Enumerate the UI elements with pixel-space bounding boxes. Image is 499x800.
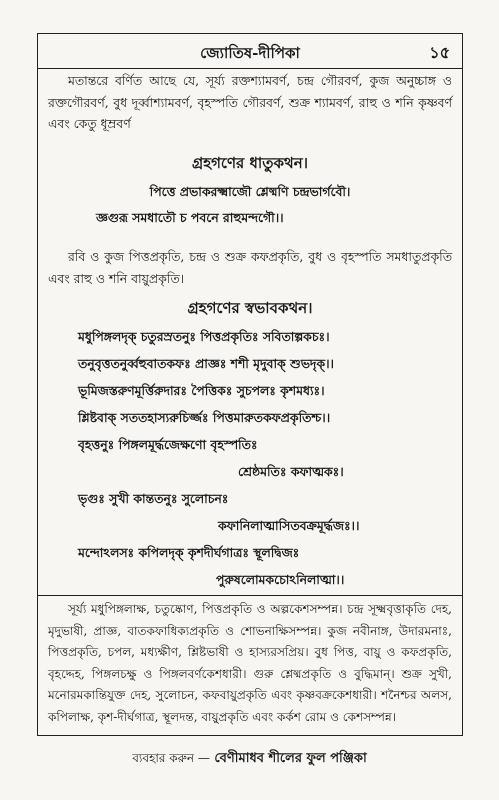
intro-paragraph: মতান্তরে বর্ণিত আছে যে, সূর্য্য রক্তশ্যামবর্ণ, চন্দ্র গৌরবর্ণ, কুজ অনুচ্চাঙ্গ ও রক্তগৌরবর্ণ, বুধ দূর্ব্বাশ্যামবর্ণ, বৃহস্পতি গৌরবর্ণ, শুক্র শ্যামবর্ণ, রাহু ও শনি কৃষ্ণবর্ণ এবং কেতু ধূম্রবর্ণ — [48, 73, 452, 131]
page-frame — [37, 33, 463, 736]
verse-line: শ্রেষ্ঠমতিঃ কফাত্মকঃ। — [238, 464, 344, 479]
verse-line: পুরুষলোমকচোঽনিলাত্মা।। — [216, 572, 345, 587]
running-title: জ্যোতিষ-দীপিকা — [200, 44, 300, 62]
verse-line: মন্দোঽলসঃ কপিলদৃক্ কৃশদীর্ঘগাত্রঃ স্থূলদ্বিজঃ — [78, 545, 300, 560]
footer-brand: বেণীমাধব শীলের ফুল পঞ্জিকা — [214, 751, 367, 766]
header-rule — [38, 68, 462, 69]
verse-line: বৃহত্তনুঃ পিঙ্গলমূর্দ্ধজেক্ষণো বৃহস্পতিঃ — [78, 437, 258, 452]
closing-paragraph: সূর্য্য মধুপিঙ্গলাক্ষ, চতুষ্কোণ, পিত্তপ্রকৃতি ও অল্পকেশসম্পন্ন। চন্দ্র সূক্ষ্মবৃত্তাকৃতি দেহ, মৃদুভাষী, প্রাজ্ঞ, বাতকফাধিক্যপ্রকৃতি ও শোভনাক্ষিসম্পন্ন। কুজ নবীনাঙ্গ, উদারমনাঃ, পিত্তপ্রকৃতি, চপল, মধ্যক্ষীণ, শ্লিষ্টভাষী ও হাস্যরসপ্রিয়। বুধ পিত্ত, বায়ু ও কফপ্রকৃতি, বৃহদ্দেহ, পিঙ্গলচক্ষু ও পিঙ্গলবর্ণকেশধারী। গুরু শ্লেষ্মপ্রকৃতি ও বুদ্ধিমান্। শুক্র সুখী, মনোরমকান্তিযুক্ত দেহ, সুলোচন, কফবায়ুপ্রকৃতি এবং কৃষ্ণবক্রকেশধারী। শনৈশ্চর অলস, কপিলাক্ষ, কৃশ-দীর্ঘগাত্র, স্থূলদন্ত, বায়ুপ্রকৃতি এবং কর্কশ রোম ও কেশসম্পন্ন। — [48, 602, 452, 724]
section-heading-dhatu: গ্রহগণের ধাতুকথন। — [191, 154, 309, 172]
verse-line: তনুবৃত্ততনুর্ব্বহুবাতকফঃ প্রাজ্ঞঃ শশী মৃদুবাক্ শুভদৃক্।। — [78, 356, 334, 371]
verse-line: পিত্তে প্রভাকরক্ষ্মাজৌ শ্লেষ্মণি চন্দ্রভার্গবৌ। — [149, 184, 351, 199]
verse-line: মধুপিঙ্গলদৃক্ চতুরস্রতনুঃ পিত্তপ্রকৃতিঃ সবিতাল্পকচঃ। — [78, 329, 330, 344]
footer-lead: ব্যবহার করুন — — [132, 751, 210, 765]
section-heading-swabhava: গ্রহগণের স্বভাবকথন। — [187, 299, 313, 317]
verse-line: ভূমিজস্তরুণমূর্ত্তিরুদারঃ পৈত্তিকঃ সুচপলঃ কৃশমধ্যঃ। — [78, 383, 325, 398]
verse-line: ভৃগুঃ সুখী কান্ততনুঃ সুলোচনঃ — [78, 491, 229, 506]
verse-line: শ্লিষ্টবাক্ সততহাস্যরুচির্জ্জঃ পিত্তমারুতকফপ্রকৃতিশ্চ।। — [78, 410, 331, 425]
verse-line: কফানিলাত্মাসিতবক্রমূর্দ্ধজঃ।। — [218, 518, 360, 533]
verse-line: জ্ঞগুরূ সমধাতৌ চ পবনে রাহুমন্দগৌ।। — [96, 210, 284, 225]
section-rule — [38, 595, 462, 596]
page-number: ১৫ — [429, 43, 450, 62]
dhatu-paragraph: রবি ও কুজ পিত্তপ্রকৃতি, চন্দ্র ও শুক্র কফপ্রকৃতি, বুধ ও বৃহস্পতি সমধাতুপ্রকৃতি এবং রাহু ও শনি বায়ুপ্রকৃতি। — [48, 249, 452, 286]
footer — [0, 749, 499, 770]
